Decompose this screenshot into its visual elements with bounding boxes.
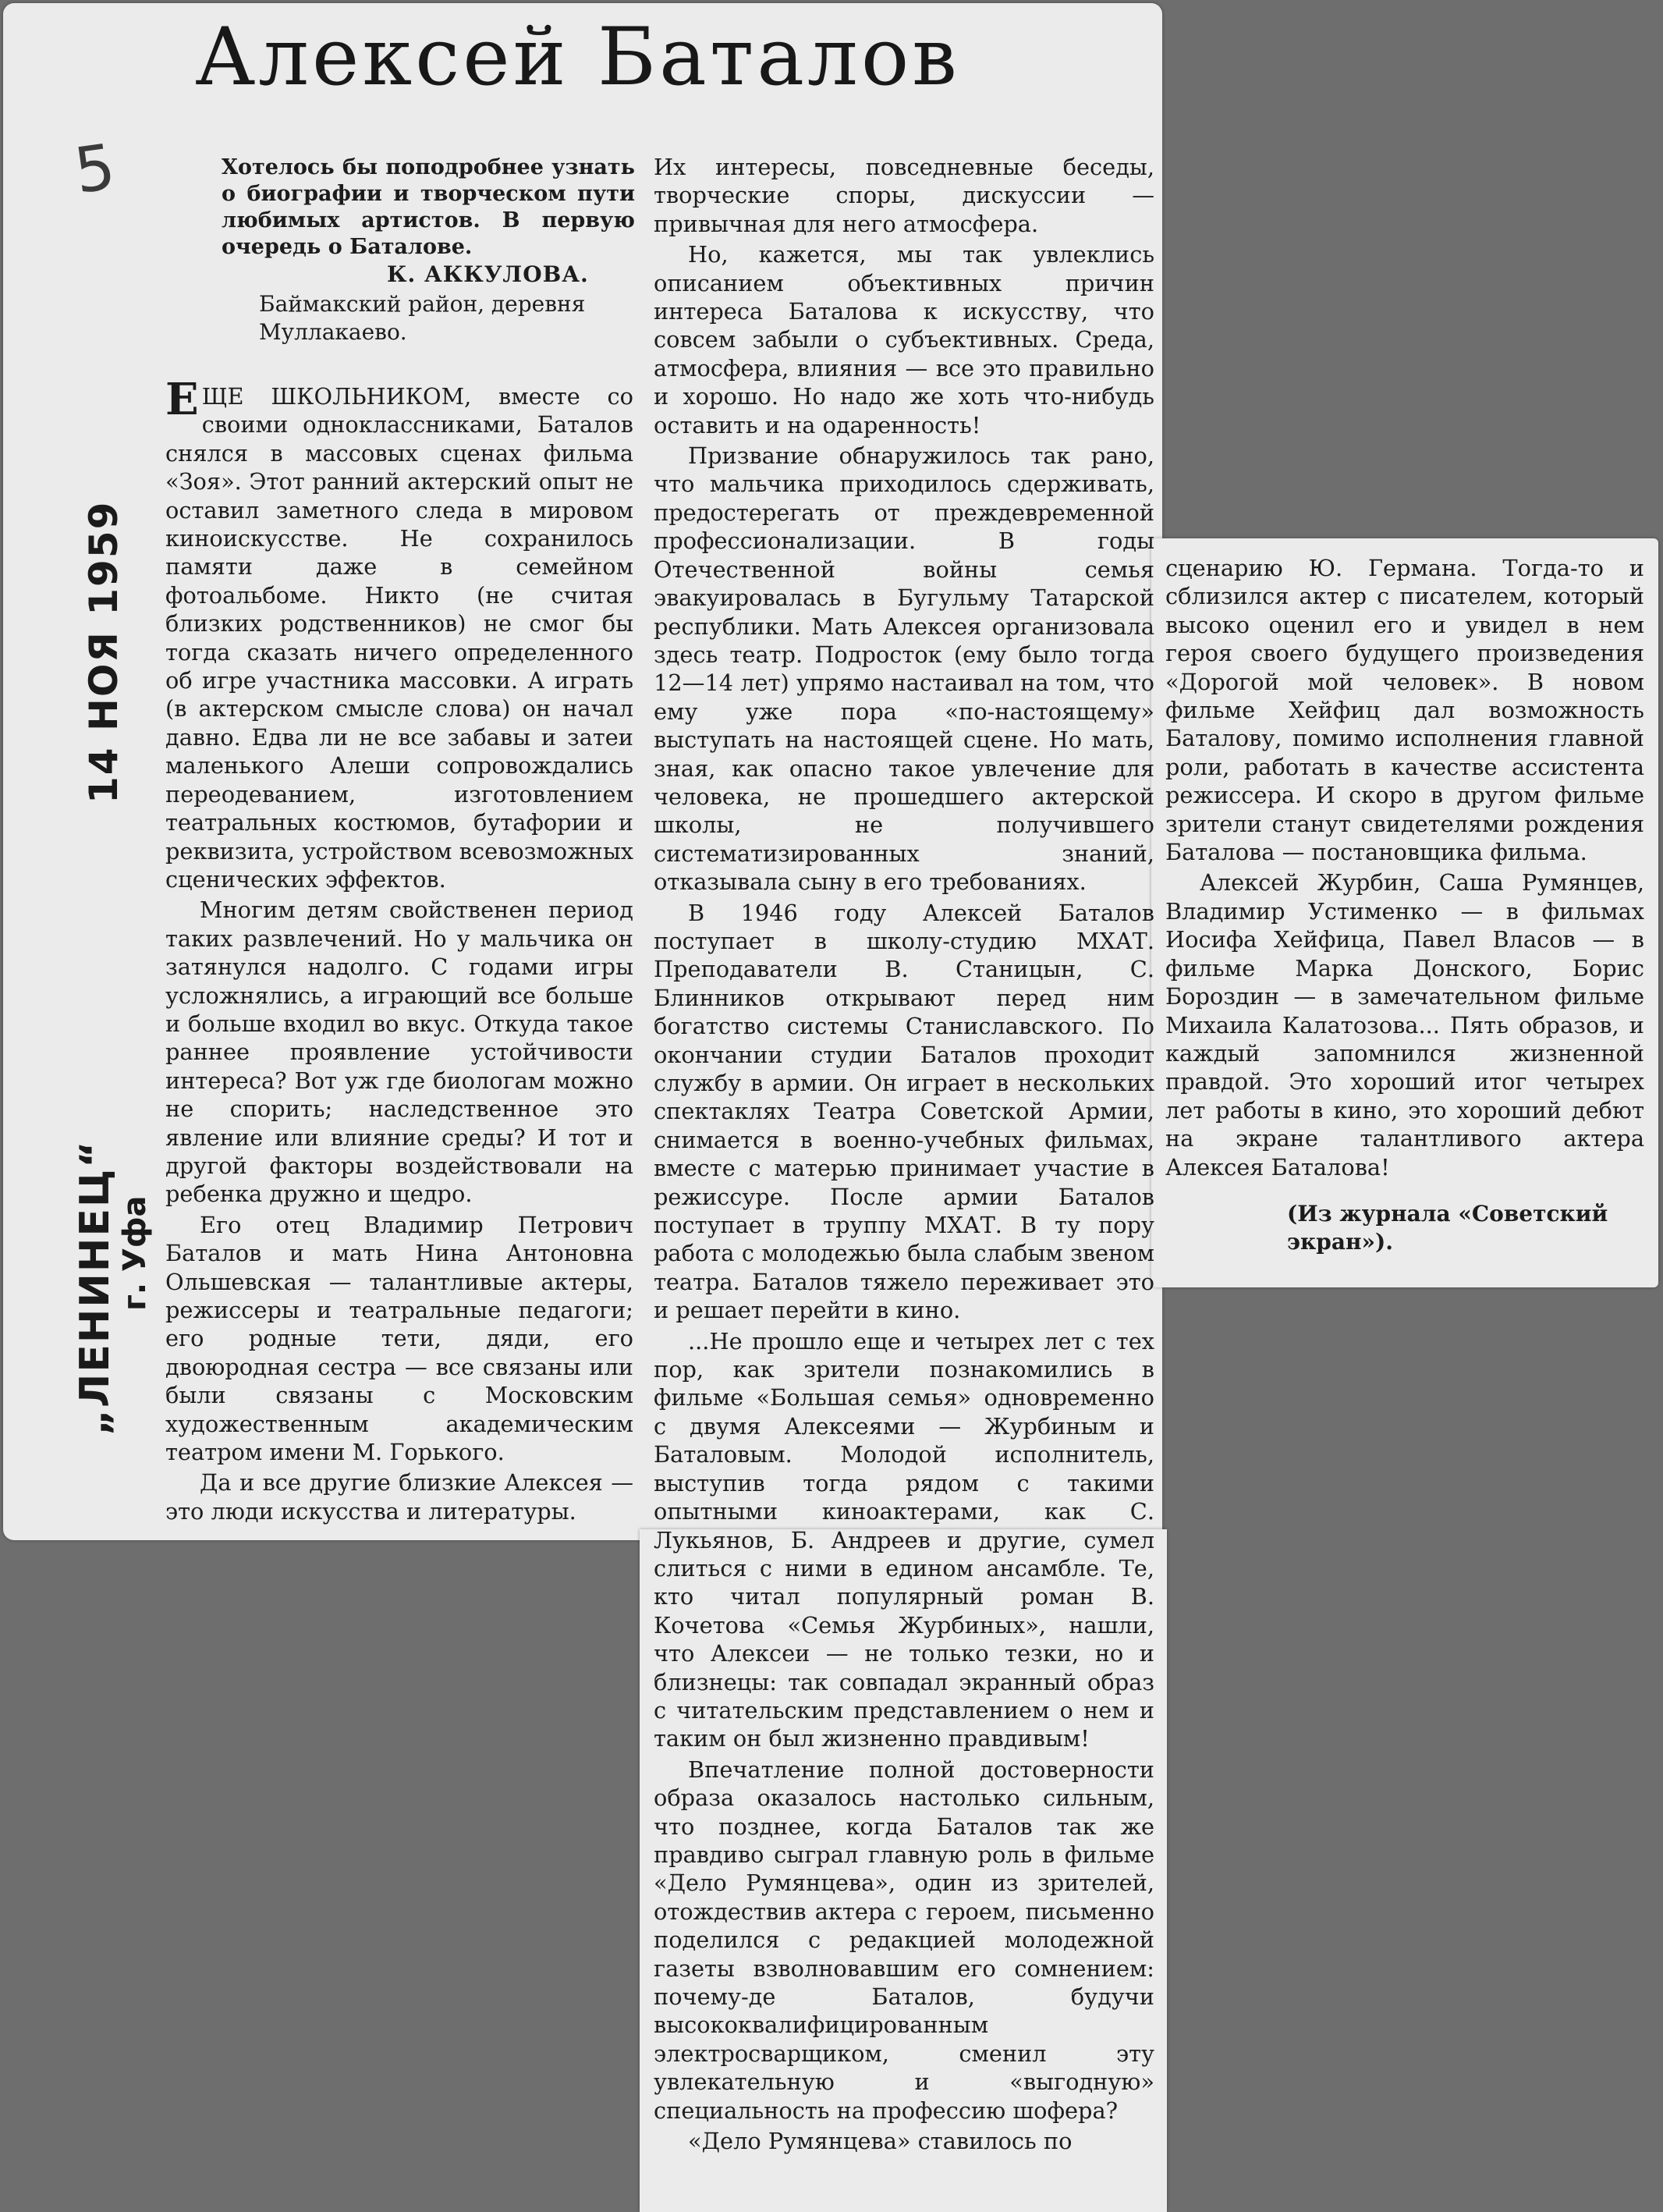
letter-author: К. АККУЛОВА. <box>387 261 589 287</box>
article-column-right <box>1165 554 1644 1181</box>
source-note: (Из журнала «Советский экран»). <box>1287 1201 1608 1255</box>
paragraph: В 1946 году Алексей Баталов поступает в школу-студию МХАТ. Преподаватели В. Станицын, С. Блинников открывают перед ним богатство системы Станиславского. По окончании студии Баталов проходит службу в армии. Он играет в нескольких спектаклях Театра Советской Армии, снимается в военно-учебных фильмах, вместе с матерью принимает участие в режиссуре. После армии Баталов поступает в труппу МХАТ. В ту пору работа с молодежью была слабым звеном театра. Баталов тяжело переживает это и решает перейти в кино. <box>654 899 1154 1324</box>
paragraph: ЕЩЕ ШКОЛЬНИКОМ, вместе со своими одноклассниками, Баталов снялся в массовых сценах фильма «Зоя». Этот ранний актерский опыт не оставил заметного следа в мировом киноискусстве. Не сохранилось памяти даже в семейном фотоальбоме. Никто (не считая близких родственников) не смог бы тогда сказать ничего определенного об игре участника массовки. А играть (в актерском смысле слова) он начал давно. Едва ли не все забавы и затеи маленького Алеши сопровождались переодеванием, изготовлением театральных костюмов, бутафории и реквизита, устройством всевозможных сценических эффектов. <box>165 374 633 893</box>
date-stamp <box>81 501 126 804</box>
pencil-mark: 5 <box>69 130 120 208</box>
reader-letter: Хотелось бы поподробнее узнать о биографии и творческом пути любимых артистов. В первую очередь о Баталове. <box>222 155 635 259</box>
article-column-left <box>165 374 633 1525</box>
paragraph: Многим детям свойственен период таких развлечений. Но у мальчика он затянулся надолго. С годами игры усложнялись, а играющий все больше и больше входил во вкус. Откуда такое раннее проявление устойчивости интереса? Вот уж где биологам можно не спорить; наследственное это явление или влияние среды? И тот и другой факторы воздействовали на ребенка дружно и щедро. <box>165 897 633 1208</box>
newspaper-name: „ЛЕНИНЕЦ“ <box>72 1139 119 1436</box>
stamp-date: 14 НОЯ 1959 <box>81 500 126 804</box>
paragraph: Да и все другие близкие Алексея — это люди искусства и литературы. <box>165 1469 633 1525</box>
paragraph: Их интересы, повседневные беседы, творческие споры, дискуссии — привычная для него атмосфера. <box>654 154 1154 237</box>
paragraph: сценарию Ю. Германа. Тогда-то и сблизился актер с писателем, который высоко оценил его и увидел в нем героя своего будущего произведения «Дорогой мой человек». В новом фильме Хейфиц дал возможность Баталову, помимо исполнения главной роли, работать в качестве ассистента режиссера. И скоро в другом фильме зрители станут свидетелями рождения Баталова — постановщика фильма. <box>1165 555 1644 866</box>
article-title: Алексей Баталов <box>195 11 960 104</box>
newspaper-city: г. Уфа <box>117 1195 153 1311</box>
paragraph: Его отец Владимир Петрович Баталов и мать Нина Антоновна Ольшевская — талантливые актеры, режиссеры и театральные педагоги; его родные тети, дяди, его двоюродная сестра — все связаны или были связаны с Московским художественным академическим театром имени М. Горького. <box>165 1211 633 1466</box>
article-column-middle <box>654 153 1154 2155</box>
paragraph: «Дело Румянцева» ставилось по <box>688 2128 1073 2155</box>
paragraph: Алексей Журбин, Саша Румянцев, Владимир Устименко — в фильмах Иосифа Хейфица, Павел Власов — в фильме Марка Донского, Борис Бороздин — в замечательном фильме Михаила Калатозова... Пять образов, и каждый запомнился жизненной правдой. Это хороший итог четырех лет работы в кино, это хороший дебют на экране талантливого актера Алексея Баталова! <box>1165 869 1644 1181</box>
letter-place: Баймакский район, деревня Муллакаево. <box>259 291 586 345</box>
paragraph: ...Не прошло еще и четырех лет с тех пор, как зрители познакомились в фильме «Большая семья» одновременно с двумя Алексеями — Журбиным и Баталовым. Молодой исполнитель, выступив тогда рядом с такими опытными киноактерами, как С. Лукьянов, Б. Андреев и другие, сумел слиться с ними в едином ансамбле. Те, кто читал популярный роман В. Кочетова «Семья Журбиных», нашли, что Алексеи — не только тезки, но и близнецы: так совпадал экранный образ с читательским представлением о нем и таким он был жизненно правдивым! <box>654 1327 1154 1752</box>
paragraph: Впечатление полной достоверности образа оказалось настолько сильным, что позднее, когда Баталов так же правдиво сыграл главную роль в фильме «Дело Румянцева», один из зрителей, отождествив актера с героем, письменно поделился с редакцией молодежной газеты взволновавшим его сомнением: почему-де Баталов, будучи высококвалифицированным электросварщиком, сменил эту увлекательную и «выгодную» специальность на профессию шофера? <box>654 1756 1154 2124</box>
paragraph: Призвание обнаружилось так рано, что мальчика приходилось сдерживать, предостерегать от преждевременной профессионализации. В годы Отечественной войны семья эвакуировалась в Бугульму Татарской республики. Мать Алексея организовала здесь театр. Подросток (ему было тогда 12—14 лет) упрямо настаивал на том, что ему уже пора «по-настоящему» выступать на настоящей сцене. Но мать, зная, как опасно такое увлечение для человека, не прошедшего актерской школы, не получившего систематизированных знаний, отказывала сыну в его требованиях. <box>654 442 1154 896</box>
paragraph: Но, кажется, мы так увлеклись описанием объективных причин интереса Баталова к искусству, что совсем забыли о субъективных. Среда, атмосфера, влияния — все это правильно и хорошо. Но надо же хоть что-нибудь оставить и на одаренность! <box>654 241 1154 438</box>
